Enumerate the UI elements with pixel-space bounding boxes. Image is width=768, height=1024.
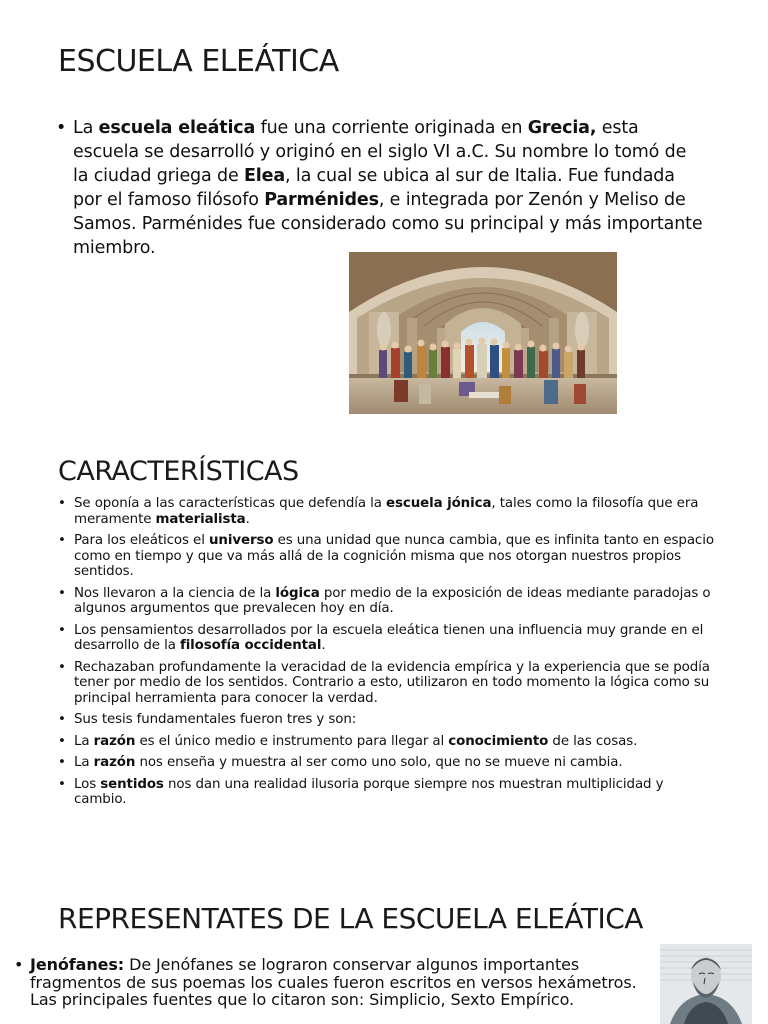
slide-title-escuela-eleatica: ESCUELA ELEÁTICA bbox=[58, 44, 339, 79]
intro-text: , e integrada por Zenón y Meliso de Samos. Parménides fue considerado como su principal y más importante miembro. bbox=[73, 190, 703, 258]
item-bold-term: razón bbox=[93, 755, 136, 770]
intro-paragraph bbox=[56, 116, 706, 260]
item-bold-term: filosofía occidental bbox=[179, 638, 322, 653]
item-text: por medio de la exposición de ideas mediante paradojas o algunos argumentos que prevalecen hoy en día. bbox=[74, 585, 711, 616]
item-text: es el único medio e instrumento para llegar al bbox=[135, 733, 449, 749]
intro-bold-term: Elea bbox=[244, 166, 286, 186]
item-bold-term: escuela jónica bbox=[386, 496, 492, 511]
item-text: nos enseña y muestra al ser como uno solo, que no se mueve ni cambia. bbox=[135, 755, 623, 770]
list-item bbox=[58, 533, 718, 580]
list-item bbox=[58, 623, 718, 654]
list-item bbox=[58, 777, 718, 808]
item-text: Sus tesis fundamentales fueron tres y son: bbox=[74, 712, 357, 727]
intro-bold-term: Parménides bbox=[264, 190, 379, 210]
bullet-marker: • bbox=[58, 776, 66, 792]
item-bold-term: razón bbox=[93, 733, 136, 749]
intro-text: fue una corriente originada en bbox=[255, 118, 528, 138]
intro-bold-term: escuela eleática bbox=[98, 118, 256, 138]
item-text: de las cosas. bbox=[548, 733, 638, 749]
bullet-marker: • bbox=[58, 659, 66, 675]
list-item bbox=[58, 712, 718, 728]
xenophanes-portrait-image bbox=[660, 944, 752, 1024]
bullet-marker: • bbox=[58, 712, 66, 727]
intro-text: , la cual se ubica al sur de Italia. Fue fundada por el famoso filósofo bbox=[73, 166, 675, 210]
list-item bbox=[58, 755, 718, 771]
slide-title-representantes: REPRESENTATES DE LA ESCUELA ELEÁTICA bbox=[58, 902, 643, 935]
item-text: . bbox=[321, 638, 326, 653]
bullet-marker: • bbox=[58, 733, 66, 749]
intro-bold-term: Grecia, bbox=[527, 118, 597, 138]
item-text: La bbox=[74, 733, 94, 749]
item-text: Para los eleáticos el bbox=[74, 533, 209, 548]
item-text: nos dan una realidad ilusoria porque siempre nos muestran multiplicidad y cambio. bbox=[74, 776, 664, 807]
item-text: Nos llevaron a la ciencia de la bbox=[74, 585, 276, 601]
intro-text: La bbox=[73, 118, 99, 138]
characteristics-bullet-list bbox=[58, 496, 718, 814]
item-text: Los bbox=[74, 776, 101, 792]
bullet-marker: • bbox=[58, 622, 66, 638]
item-bold-term: materialista bbox=[155, 511, 246, 527]
item-bold-term: universo bbox=[208, 533, 274, 548]
intro-bullet-list bbox=[56, 116, 706, 260]
list-item bbox=[14, 956, 654, 1009]
item-text: Rechazaban profundamente la veracidad de la evidencia empírica y la experiencia que se podía tener por medio de los sentidos. Contrario a esto, utilizaron en todo momento la lógica como su principal herramienta para conocer la verdad. bbox=[74, 659, 710, 706]
list-item bbox=[58, 496, 718, 527]
item-text: Se oponía a las características que defendía la bbox=[74, 496, 386, 511]
representatives-bullet-list bbox=[14, 956, 654, 1009]
item-text: , tales como la filosofía que era meramente bbox=[74, 496, 699, 527]
bullet-marker: • bbox=[58, 496, 66, 511]
bullet-marker: • bbox=[58, 533, 66, 548]
item-text: . bbox=[245, 511, 250, 527]
list-item bbox=[58, 586, 718, 617]
bullet-marker: • bbox=[58, 755, 66, 770]
bullet-marker: • bbox=[56, 118, 67, 138]
intro-text: esta escuela se desarrolló y originó en el siglo VI a.C. Su nombre lo tomó de la ciudad griega de bbox=[73, 118, 687, 186]
item-bold-term: lógica bbox=[275, 585, 320, 601]
slide-title-caracteristicas: CARACTERÍSTICAS bbox=[58, 456, 299, 487]
list-item bbox=[58, 660, 718, 707]
item-bold-term: sentidos bbox=[100, 776, 164, 792]
representative-description: De Jenófanes se lograron conservar algunos importantes fragmentos de sus poemas los cuales fueron escritos en versos hexámetros. Las principales fuentes que lo citaron son: Simplicio, Sexto Empírico. bbox=[30, 955, 637, 1009]
school-of-athens-fresco-image bbox=[349, 252, 617, 414]
item-text: Los pensamientos desarrollados por la escuela eleática tienen una influencia muy grande en el desarrollo de la bbox=[74, 622, 704, 653]
bullet-marker: • bbox=[58, 585, 66, 601]
item-text: es una unidad que nunca cambia, que es infinita tanto en espacio como en tiempo y que va más allá de la cognición misma que nos otorgan nuestros propios sentidos. bbox=[74, 533, 714, 579]
item-bold-term: conocimiento bbox=[448, 733, 549, 749]
item-text: La bbox=[74, 755, 94, 770]
list-item bbox=[58, 734, 718, 750]
representative-name: Jenófanes: bbox=[30, 955, 125, 974]
bullet-marker: • bbox=[14, 955, 24, 974]
